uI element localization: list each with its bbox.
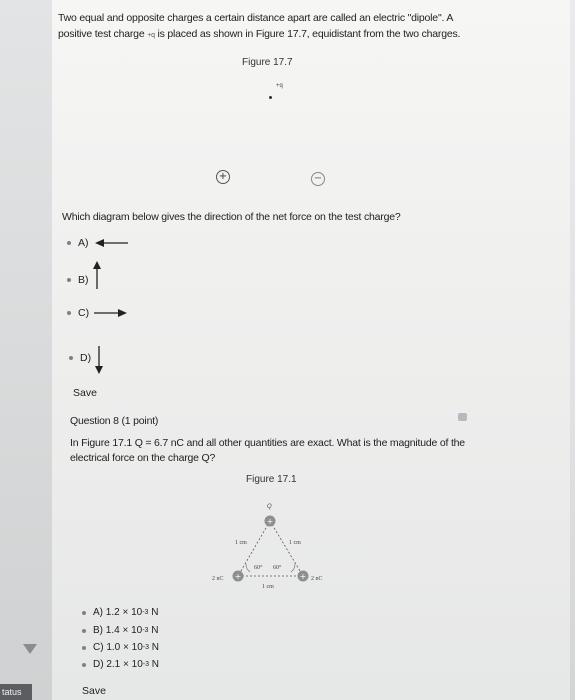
answer-b-coef: 1.4 × 10: [105, 625, 143, 636]
figure-177-title: Figure 17.7: [242, 57, 293, 68]
answer-d-exp: -3: [142, 661, 149, 668]
radio-icon[interactable]: [67, 278, 71, 282]
quiz-page: [52, 0, 570, 700]
label-charge-right: 2 nC: [311, 576, 323, 582]
question-8-prompt-line-2: electrical force on the charge Q?: [70, 452, 216, 464]
answer-c-exp: -3: [142, 644, 149, 651]
left-arrow-icon: [95, 238, 129, 248]
radio-icon[interactable]: [82, 646, 86, 650]
radio-icon[interactable]: [82, 611, 86, 615]
answer-d-coef: 2.1 × 10: [106, 659, 143, 670]
option-a[interactable]: [67, 237, 129, 249]
svg-text:+: +: [299, 572, 307, 581]
answer-a-coef: 1.2 × 10: [105, 607, 143, 618]
test-charge-symbol: +q: [147, 32, 155, 39]
label-bottom: 1 cm: [262, 584, 274, 590]
option-b-label: B): [78, 274, 89, 286]
label-charge-left: 2 nC: [212, 576, 224, 582]
label-side-left: 1 cm: [235, 540, 247, 546]
answer-c[interactable]: [82, 642, 159, 653]
question-7-prompt: Which diagram below gives the direction of the net force on the test charge?: [62, 211, 401, 223]
right-arrow-icon: [94, 308, 128, 318]
intro-text: [58, 10, 460, 44]
negative-charge-icon: −: [311, 172, 325, 186]
radio-icon[interactable]: [67, 311, 71, 315]
answer-c-label: C): [93, 642, 104, 653]
answer-d-label: D): [93, 659, 104, 670]
answer-a-label: A): [93, 607, 103, 618]
option-d[interactable]: [69, 342, 104, 374]
question-8-header: Question 8 (1 point): [70, 415, 159, 427]
answer-c-unit: N: [151, 642, 160, 653]
label-angle-right: 60°: [273, 565, 282, 571]
intro-line-2b: is placed as shown in Figure 17.7, equidistant from the two charges.: [157, 28, 461, 40]
intro-line-2: [58, 26, 460, 44]
down-arrow-icon: [94, 346, 104, 374]
label-angle-left: 60°: [254, 565, 263, 571]
svg-text:+: +: [234, 572, 242, 581]
answer-a-exp: -3: [142, 609, 149, 616]
option-d-label: D): [80, 352, 92, 364]
save-button-q8[interactable]: Save: [82, 685, 106, 697]
question-8-prompt: [70, 436, 465, 466]
save-button-q7[interactable]: Save: [73, 387, 97, 399]
answer-d-unit: N: [151, 659, 160, 670]
figure-171-title: Figure 17.1: [246, 474, 297, 485]
intro-line-2a: positive test charge: [58, 28, 145, 40]
radio-icon[interactable]: [69, 356, 73, 360]
test-charge-label: +q: [276, 83, 283, 89]
left-sidebar: [0, 0, 52, 700]
answer-b-unit: N: [151, 625, 159, 636]
answer-a[interactable]: [82, 607, 158, 618]
answer-b-exp: -3: [142, 627, 149, 634]
svg-text:+: +: [266, 517, 274, 526]
collapse-arrow-icon[interactable]: [23, 644, 37, 654]
intro-line-1: Two equal and opposite charges a certain distance apart are called an electric "dipole". A: [58, 12, 454, 24]
answer-c-coef: 1.0 × 10: [106, 642, 143, 653]
flag-icon[interactable]: [458, 413, 467, 421]
radio-icon[interactable]: [67, 241, 71, 245]
option-b[interactable]: [67, 271, 102, 289]
answer-a-unit: N: [151, 607, 159, 618]
answer-d[interactable]: [82, 659, 159, 670]
option-c-label: C): [78, 307, 90, 319]
answer-b[interactable]: [82, 625, 158, 636]
radio-icon[interactable]: [82, 663, 86, 667]
status-tab[interactable]: tatus: [0, 684, 32, 700]
answer-b-label: B): [93, 625, 103, 636]
positive-charge-icon: +: [216, 170, 230, 184]
question-8-prompt-line-1: In Figure 17.1 Q = 6.7 nC and all other quantities are exact. What is the magnitude of the: [70, 437, 465, 449]
up-arrow-icon: [92, 261, 102, 289]
label-side-right: 1 cm: [289, 540, 301, 546]
option-c[interactable]: [67, 307, 128, 319]
radio-icon[interactable]: [82, 629, 86, 633]
option-a-label: A): [78, 237, 89, 249]
label-q: Q: [267, 504, 272, 510]
test-charge-dot: [269, 96, 272, 99]
